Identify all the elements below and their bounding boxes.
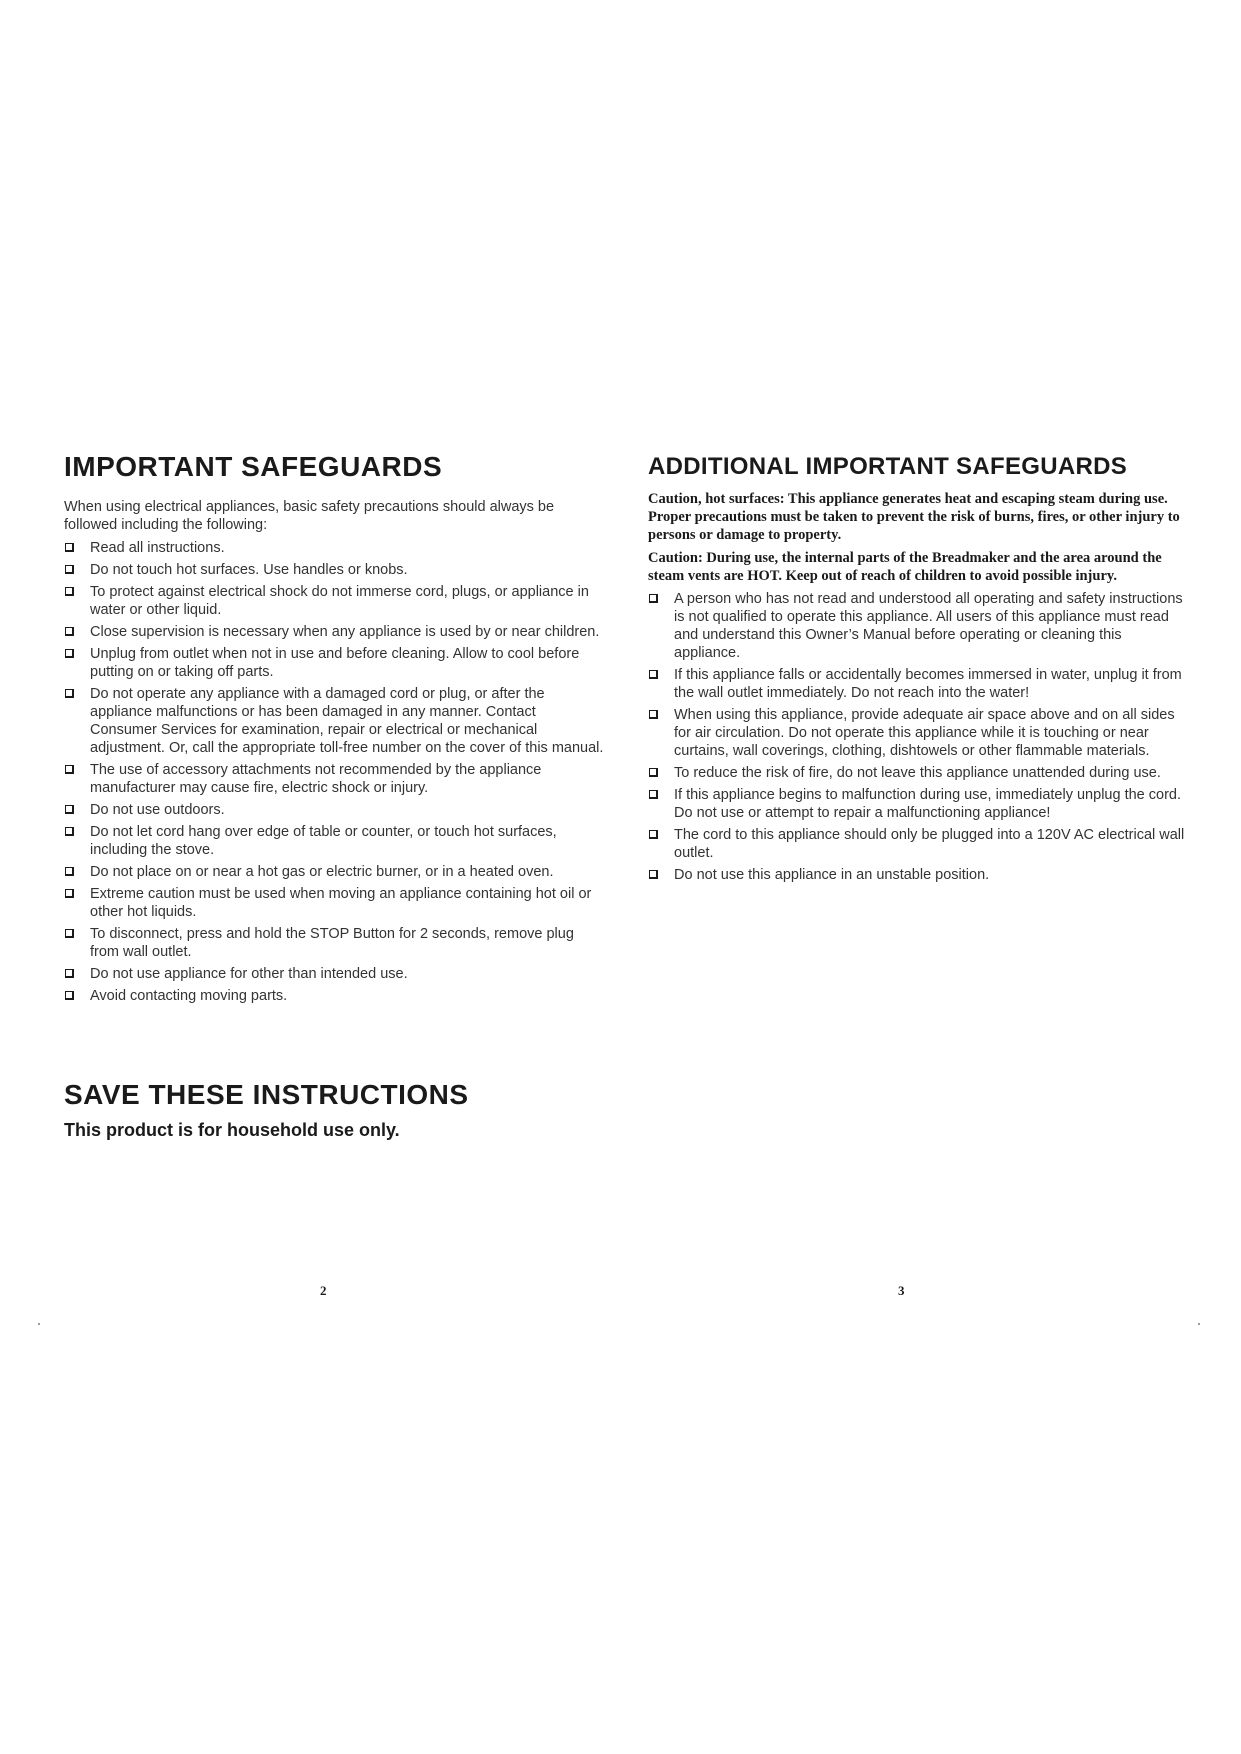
caution-internal-parts: Caution: During use, the internal parts of the Breadmaker and the area around the steam vents are HOT. Keep out of reach of children to avoid possible injury. xyxy=(648,550,1162,584)
household-use-note: This product is for household use only. xyxy=(64,1120,400,1140)
checkbox-icon xyxy=(65,565,74,574)
checkbox-icon xyxy=(65,689,74,698)
important-safeguards-heading: IMPORTANT SAFEGUARDS xyxy=(64,451,443,482)
list-item: Do not use outdoors. xyxy=(64,801,604,819)
list-item: A person who has not read and understood all operating and safety instructions is not qualified to operate this appliance. All users of this appliance must read and understand this Owner’s Manual before operating or cleaning this appliance. xyxy=(648,590,1186,662)
list-item: Do not use this appliance in an unstable position. xyxy=(648,866,1186,884)
checkbox-icon xyxy=(65,929,74,938)
list-item: Do not let cord hang over edge of table or counter, or touch hot surfaces, including the stove. xyxy=(64,823,604,859)
list-item: Do not place on or near a hot gas or electric burner, or in a heated oven. xyxy=(64,863,604,881)
list-item: If this appliance falls or accidentally becomes immersed in water, unplug it from the wall outlet immediately. Do not reach into the water! xyxy=(648,666,1186,702)
checkbox-icon xyxy=(65,867,74,876)
list-item: Do not operate any appliance with a damaged cord or plug, or after the appliance malfunctions or has been damaged in any manner. Contact Consumer Services for examination, repair or electrical or mechanical adjustment. Or, call the appropriate toll-free number on the cover of this manual. xyxy=(64,685,604,757)
crop-mark-left xyxy=(38,1323,40,1325)
page-number-right: 3 xyxy=(898,1283,905,1298)
list-item: To protect against electrical shock do not immerse cord, plugs, or appliance in water or other liquid. xyxy=(64,583,604,619)
list-item: The use of accessory attachments not recommended by the appliance manufacturer may cause fire, electric shock or injury. xyxy=(64,761,604,797)
list-item: Extreme caution must be used when moving an appliance containing hot oil or other hot liquids. xyxy=(64,885,604,921)
list-item: To reduce the risk of fire, do not leave this appliance unattended during use. xyxy=(648,764,1186,782)
checkbox-icon xyxy=(65,543,74,552)
intro-paragraph: When using electrical appliances, basic safety precautions should always be followed including the following: xyxy=(64,499,555,533)
checkbox-icon xyxy=(649,710,658,719)
save-instructions-heading: SAVE THESE INSTRUCTIONS xyxy=(64,1079,469,1110)
list-item: If this appliance begins to malfunction during use, immediately unplug the cord. Do not use or attempt to repair a malfunctioning appliance! xyxy=(648,786,1186,822)
checkbox-icon xyxy=(65,827,74,836)
checkbox-icon xyxy=(65,805,74,814)
right-page-content xyxy=(648,452,1186,888)
checkbox-icon xyxy=(649,830,658,839)
checkbox-icon xyxy=(65,765,74,774)
list-item: Do not touch hot surfaces. Use handles or knobs. xyxy=(64,561,604,579)
right-safeguards-list xyxy=(648,590,1186,884)
list-item: To disconnect, press and hold the STOP Button for 2 seconds, remove plug from wall outlet. xyxy=(64,925,604,961)
crop-mark-right xyxy=(1198,1323,1200,1325)
checkbox-icon xyxy=(65,969,74,978)
list-item: Avoid contacting moving parts. xyxy=(64,987,604,1005)
list-item: Read all instructions. xyxy=(64,539,604,557)
left-page-content xyxy=(64,450,604,1009)
checkbox-icon xyxy=(649,870,658,879)
checkbox-icon xyxy=(65,991,74,1000)
checkbox-icon xyxy=(65,587,74,596)
list-item: Unplug from outlet when not in use and before cleaning. Allow to cool before putting on or taking off parts. xyxy=(64,645,604,681)
checkbox-icon xyxy=(649,768,658,777)
checkbox-icon xyxy=(649,670,658,679)
checkbox-icon xyxy=(65,627,74,636)
caution-hot-surfaces: Caution, hot surfaces: This appliance generates heat and escaping steam during use. Proper precautions must be taken to prevent the risk of burns, fires, or other injury to persons or damage to property. xyxy=(648,491,1180,543)
list-item: The cord to this appliance should only be plugged into a 120V AC electrical wall outlet. xyxy=(648,826,1186,862)
list-item: Close supervision is necessary when any appliance is used by or near children. xyxy=(64,623,604,641)
list-item: Do not use appliance for other than intended use. xyxy=(64,965,604,983)
checkbox-icon xyxy=(65,889,74,898)
checkbox-icon xyxy=(65,649,74,658)
checkbox-icon xyxy=(649,594,658,603)
additional-safeguards-heading: ADDITIONAL IMPORTANT SAFEGUARDS xyxy=(648,453,1128,480)
list-item: When using this appliance, provide adequate air space above and on all sides for air circulation. Do not operate this appliance while it is touching or near curtains, wall coverings, clothing, dishtowels or other flammable materials. xyxy=(648,706,1186,760)
checkbox-icon xyxy=(649,790,658,799)
page-number-left: 2 xyxy=(320,1283,327,1298)
left-safeguards-list xyxy=(64,539,604,1005)
